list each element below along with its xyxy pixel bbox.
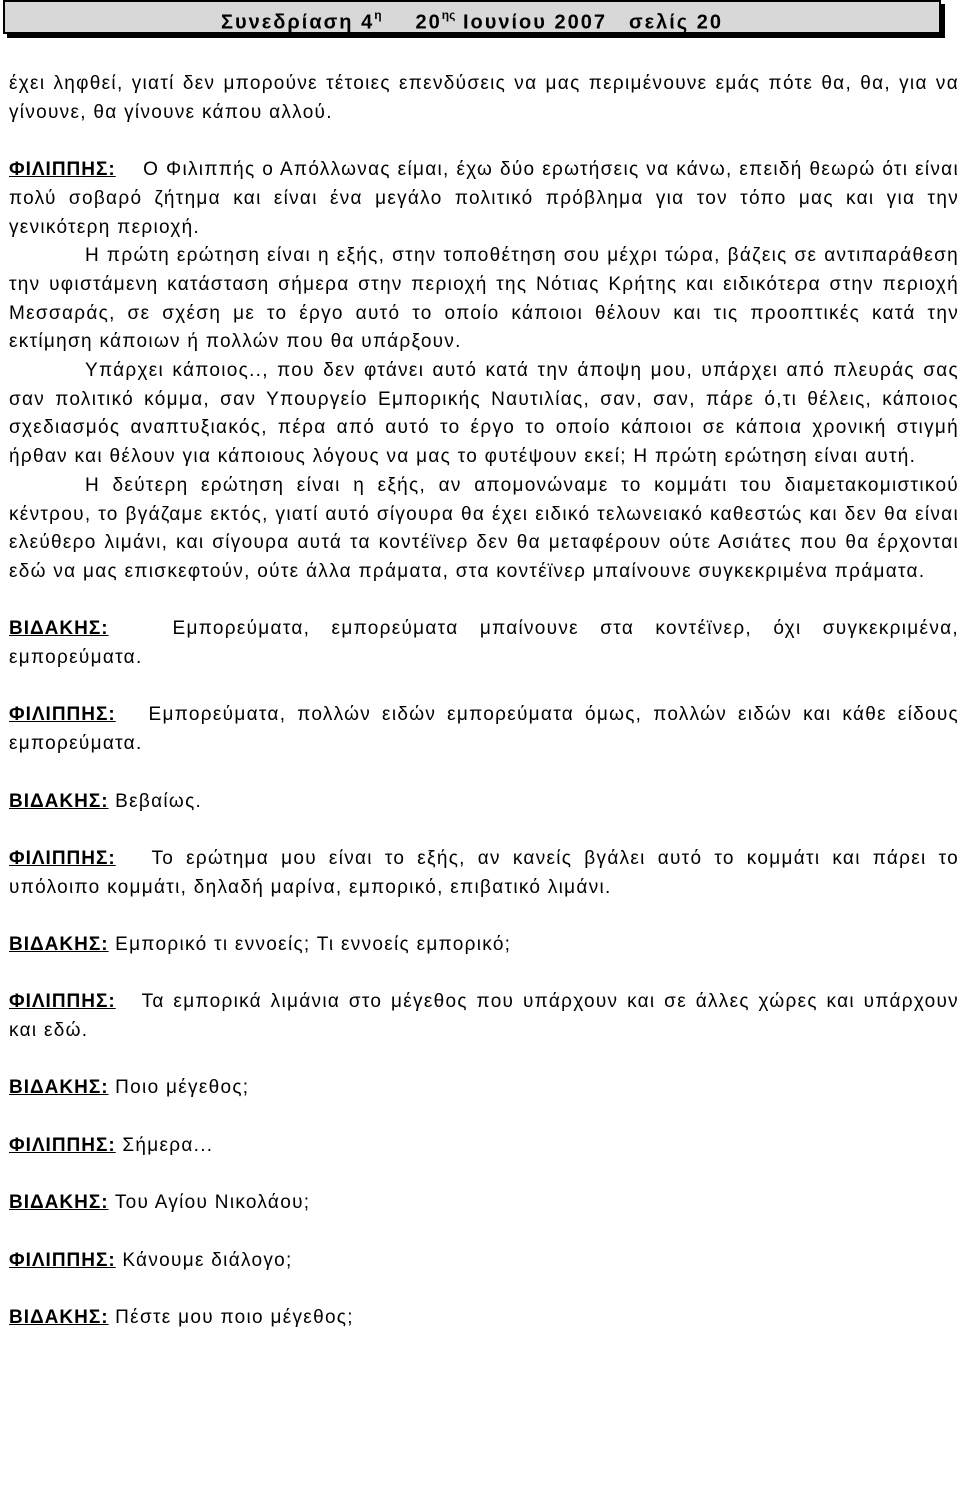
paragraph: [9, 1247, 959, 1276]
header-date-sup: ης: [441, 8, 456, 22]
paragraph-text: Τα εμπορικά λιμάνια στο μέγεθος που υπάρχουν και σε άλλες χώρες και υπάρχουν και εδώ.: [9, 991, 959, 1042]
paragraph-text: Η πρώτη ερώτηση είναι η εξής, στην τοποθέτηση σου μέχρι τώρα, βάζεις σε αντιπαράθεση την υφιστάμενη κατάσταση σήμερα στην περιοχή της Νότιας Κρήτης και ειδικότερα στην περιοχή Μεσσαράς, σε σχέση με το έργο αυτό το οποίο κάποιοι θέλουν και τις προοπτικές κατά την εκτίμηση κάποιων ή πολλών που θα υπάρξουν.: [9, 245, 959, 353]
paragraph: [9, 845, 959, 902]
paragraph: [9, 615, 959, 672]
header-date-day: 20: [415, 11, 442, 34]
paragraph: [9, 242, 959, 357]
speaker-label: ΦΙΛΙΠΠΗΣ:: [9, 1249, 116, 1271]
paragraph-text: Βεβαίως.: [115, 790, 203, 812]
paragraph: [9, 1132, 959, 1161]
paragraph: [9, 701, 959, 758]
paragraph: [9, 988, 959, 1045]
page-header: [3, 0, 941, 34]
paragraph-text: Το ερώτημα μου είναι το εξής, αν κανείς βγάλει αυτό το κομμάτι και πάρει το υπόλοιπο κομμάτι, δηλαδή μαρίνα, εμπορικό, επιβατικό λιμάνι.: [9, 847, 959, 898]
paragraph: [9, 1304, 959, 1333]
paragraph: [9, 472, 959, 587]
paragraph-text: Ο Φιλιππής ο Απόλλωνας είμαι, έχω δύο ερωτήσεις να κάνω, επειδή θεωρώ ότι είναι πολύ σοβαρό ζήτημα και είναι ένα μεγάλο πολιτικό πρόβλημα για τον τόπο μας και για την γενικότερη περιοχή.: [9, 159, 959, 238]
header-page-number: σελίς 20: [628, 11, 723, 34]
header-session: Συνεδρίαση 4: [221, 11, 375, 34]
speaker-label: ΒΙΔΑΚΗΣ:: [9, 790, 109, 812]
paragraph-text: Εμπορικό τι εννοείς; Τι εννοείς εμπορικό;: [115, 934, 512, 955]
paragraph-text: Η δεύτερη ερώτηση είναι η εξής, αν απομονώναμε το κομμάτι του διαμετακομιστικού κέντρου, το βγάζαμε εκτός, γιατί αυτό σίγουρα θα έχει ειδικό τελωνειακό καθεστώς και δεν θα είναι ελεύθερο λιμάνι, και σίγουρα αυτά τα κοντέϊνερ δεν θα μεταφέρουν ούτε Ασιάτες που θα έρχονται εδώ να μας επισκεφτούν, ούτε άλλα πράματα, στα κοντέϊνερ μπαίνουνε συγκεκριμένα πράματα.: [9, 474, 959, 582]
header-date-rest: Ιουνίου 2007: [462, 11, 607, 34]
paragraph: [9, 788, 959, 817]
speaker-label: ΦΙΛΙΠΠΗΣ:: [9, 704, 116, 726]
paragraph: [9, 1189, 959, 1218]
speaker-label: ΒΙΔΑΚΗΣ:: [9, 1077, 109, 1099]
speaker-label: ΒΙΔΑΚΗΣ:: [9, 934, 109, 955]
speaker-label: ΦΙΛΙΠΠΗΣ:: [9, 159, 116, 181]
speaker-label: ΒΙΔΑΚΗΣ:: [9, 1307, 109, 1329]
speaker-label: ΦΙΛΙΠΠΗΣ:: [9, 847, 116, 869]
paragraph: [9, 1074, 959, 1103]
paragraph-text: Κάνουμε διάλογο;: [122, 1249, 293, 1271]
paragraph-text: Σήμερα...: [122, 1134, 214, 1156]
transcript-body: [9, 70, 959, 1333]
paragraph-text: Ποιο μέγεθος;: [115, 1077, 250, 1099]
header-session-sup: η: [374, 8, 382, 22]
speaker-label: ΦΙΛΙΠΠΗΣ:: [9, 991, 116, 1013]
paragraph-text: έχει ληφθεί, γιατί δεν μπορούνε τέτοιες επενδύσεις να μας περιμένουνε εμάς πότε θα, θα, για να γίνουνε, θα γίνουνε κάπου αλλού.: [9, 73, 959, 123]
paragraph: [9, 70, 959, 127]
paragraph: [9, 931, 959, 960]
paragraph: [9, 357, 959, 472]
paragraph-text: Εμπορεύματα, πολλών ειδών εμπορεύματα όμως, πολλών ειδών και κάθε είδους εμπορεύματα.: [9, 704, 959, 755]
speaker-label: ΒΙΔΑΚΗΣ:: [9, 618, 109, 640]
paragraph-text: Υπάρχει κάποιος.., που δεν φτάνει αυτό κατά την άποψη μου, υπάρχει από πλευράς σας σαν πολιτικό κόμμα, σαν Υπουργείο Εμπορικής Ναυτιλίας, σαν, σαν, πάρε ό,τι θέλεις, κάποιος σχεδιασμός αναπτυξιακός, πέρα από αυτό το έργο το οποίο κάποιοι σε κάποια χρονική στιγμή ήρθαν και θέλουν για κάποιους λόγους να μας το φυτέψουν εκεί; Η πρώτη ερώτηση είναι αυτή.: [9, 360, 959, 468]
paragraph-text: Πέστε μου ποιο μέγεθος;: [115, 1307, 354, 1329]
paragraph-text: Του Αγίου Νικολάου;: [114, 1192, 311, 1214]
paragraph-text: Εμπορεύματα, εμπορεύματα μπαίνουνε στα κοντέϊνερ, όχι συγκεκριμένα, εμπορεύματα.: [9, 618, 959, 669]
speaker-label: ΦΙΛΙΠΠΗΣ:: [9, 1134, 116, 1156]
paragraph: [9, 156, 959, 242]
speaker-label: ΒΙΔΑΚΗΣ:: [9, 1192, 109, 1214]
